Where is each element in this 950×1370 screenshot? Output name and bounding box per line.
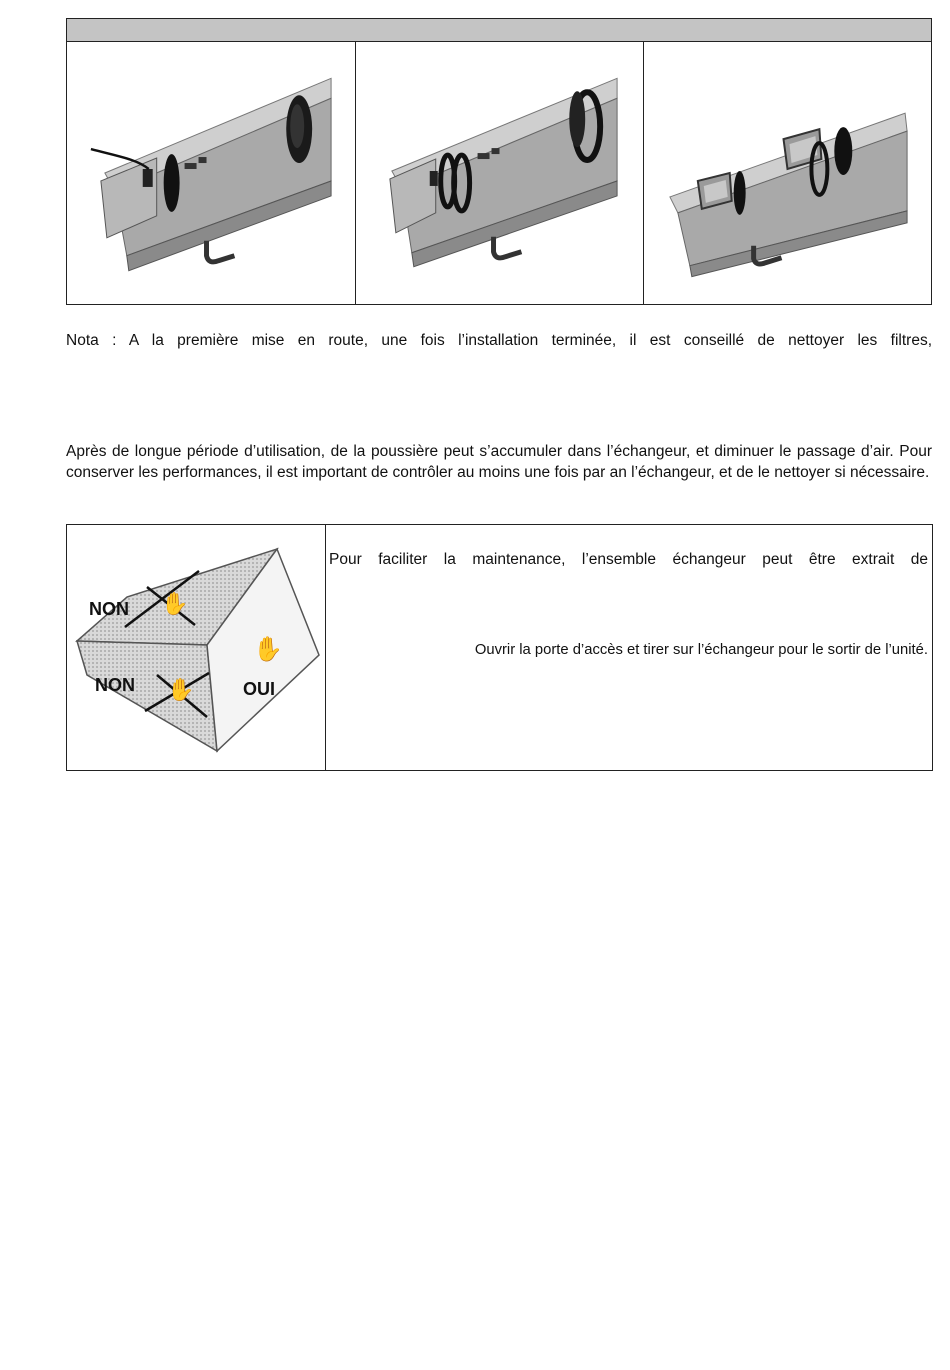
unit-with-removed-access-panels-icon bbox=[644, 41, 931, 304]
exchanger-handling-figure bbox=[67, 525, 326, 770]
maintenance-box bbox=[66, 524, 933, 771]
nota-paragraph: Nota : A la première mise en route, une fois l’installation terminée, il est conseillé de nettoyer les filtres, bbox=[66, 332, 932, 349]
figure-table-header bbox=[67, 19, 931, 42]
exchanger-paragraph: Après de longue période d’utilisation, de la poussière peut s’accumuler dans l’échangeur, et diminuer le passage d’air. Pour conserver les performances, il est important de contrôler au moins une fois par an l’échangeur, et de le nettoyer si nécessaire. bbox=[66, 443, 932, 481]
label-oui: OUI bbox=[243, 679, 276, 699]
unit-with-removed-filters-icon bbox=[356, 41, 643, 304]
figure-table bbox=[66, 18, 932, 305]
hand-icon-top: ✋ bbox=[161, 591, 189, 616]
maintenance-intro: Pour faciliter la maintenance, l’ensemble échangeur peut être extrait de bbox=[329, 551, 928, 568]
label-non-bottom: NON bbox=[95, 675, 135, 695]
exchanger-cube-icon bbox=[67, 525, 325, 770]
label-non-top: NON bbox=[89, 599, 129, 619]
maintenance-instruction: Ouvrir la porte d’accès et tirer sur l’échangeur pour le sortir de l’unité. bbox=[474, 642, 928, 658]
figure-panel-2 bbox=[356, 41, 644, 304]
figure-panel-3 bbox=[644, 41, 931, 304]
unit-with-cable-icon bbox=[67, 41, 355, 304]
hand-icon-bottom: ✋ bbox=[167, 677, 195, 702]
figure-panel-1 bbox=[67, 41, 356, 304]
hand-icon-right: ✋ bbox=[253, 636, 283, 663]
